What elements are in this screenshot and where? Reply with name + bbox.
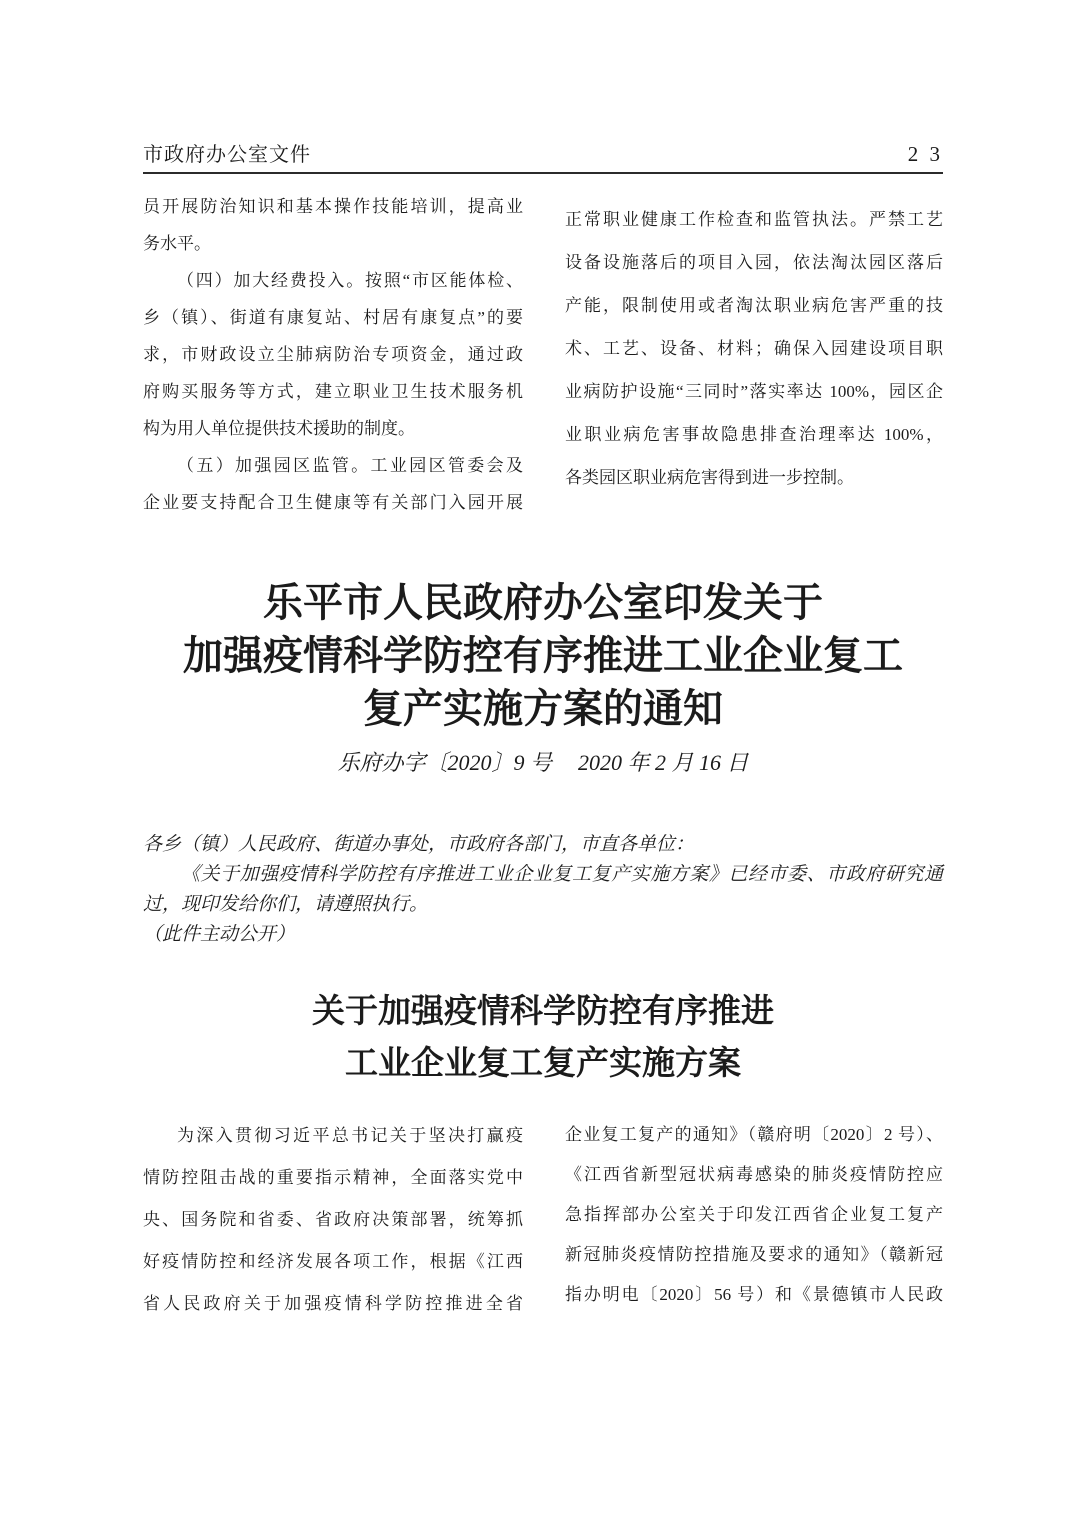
text-line: 府购买服务等方式，建立职业卫生技术服务机 — [143, 382, 523, 401]
header-doc-type: 市政府办公室文件 — [143, 144, 311, 166]
page-number: 2 3 — [907, 142, 943, 166]
text-line: 省人民政府关于加强疫情科学防控推进全省 — [143, 1294, 523, 1313]
plan-heading — [143, 985, 943, 1089]
text-line: 为深入贯彻习近平总书记关于坚决打赢疫 — [177, 1126, 523, 1145]
top-right-column — [565, 188, 943, 521]
text-line: 复产实施方案的通知 — [363, 686, 723, 731]
top-left-column — [143, 188, 523, 521]
text-line: 情防控阻击战的重要指示精神，全面落实党中 — [143, 1168, 523, 1187]
text-line: 业病防护设施“三同时”落实率达 100%，园区企 — [565, 382, 943, 401]
text-line: 各类园区职业病危害得到进一步控制。 — [565, 468, 854, 487]
text-line: 员开展防治知识和基本操作技能培训，提高业 — [143, 197, 523, 216]
text-line: 企业复工复产的通知》（赣府明〔2020〕2 号）、 — [565, 1125, 943, 1144]
text-line: 关于加强疫情科学防控有序推进 — [312, 992, 774, 1029]
page-header — [143, 138, 943, 174]
text-line: （此件主动公开） — [143, 924, 296, 945]
doc-number: 乐府办字〔2020〕9 号 — [337, 750, 552, 775]
text-line: 企业要支持配合卫生健康等有关部门入园开展 — [143, 493, 523, 512]
text-line: 《关于加强疫情科学防控有序推进工业企业复工复产实施方案》已经市委、市政府研究通 — [181, 864, 943, 885]
top-two-column-section — [143, 188, 943, 521]
doc-number-line — [143, 746, 943, 777]
text-line: 乡（镇）、街道有康复站、村居有康复点”的要 — [143, 308, 523, 327]
text-line: 指办明电〔2020〕56 号）和《景德镇市人民政 — [565, 1285, 943, 1304]
salutation-block — [143, 830, 943, 950]
text-line: 过，现印发给你们，请遵照执行。 — [143, 894, 429, 915]
text-line: 务水平。 — [143, 234, 211, 253]
text-line: 求，市财政设立尘肺病防治专项资金，通过政 — [143, 345, 523, 364]
text-line: 各乡（镇）人民政府、街道办事处，市政府各部门，市直各单位： — [143, 834, 695, 855]
text-line: 好疫情防控和经济发展各项工作，根据《江西 — [143, 1252, 523, 1271]
plan-two-column-section — [143, 1115, 943, 1325]
doc-date: 2020 年 2 月 16 日 — [578, 750, 749, 775]
text-line: 新冠肺炎疫情防控措施及要求的通知》（赣新冠 — [565, 1245, 943, 1264]
text-line: （五）加强园区监管。工业园区管委会及 — [177, 456, 523, 475]
text-line: 产能，限制使用或者淘汰职业病危害严重的技 — [565, 296, 943, 315]
plan-left-column — [143, 1115, 523, 1325]
text-line: 乐平市人民政府办公室印发关于 — [263, 580, 823, 625]
text-line: 设备设施落后的项目入园，依法淘汰园区落后 — [565, 253, 943, 272]
notice-title — [143, 576, 943, 735]
text-line: 工业企业复工复产实施方案 — [345, 1044, 741, 1081]
plan-right-column — [565, 1115, 943, 1325]
text-line: 构为用人单位提供技术援助的制度。 — [143, 419, 415, 438]
text-line: 术、工艺、设备、材料；确保入园建设项目职 — [565, 339, 943, 358]
text-line: 《江西省新型冠状病毒感染的肺炎疫情防控应 — [565, 1165, 943, 1184]
text-line: 业职业病危害事故隐患排查治理率达 100%， — [565, 425, 943, 444]
text-line: 急指挥部办公室关于印发江西省企业复工复产 — [565, 1205, 943, 1224]
text-line: 正常职业健康工作检查和监管执法。严禁工艺 — [565, 210, 943, 229]
text-line: 加强疫情科学防控有序推进工业企业复工 — [183, 633, 903, 678]
text-line: 央、国务院和省委、省政府决策部署，统筹抓 — [143, 1210, 523, 1229]
text-line: （四）加大经费投入。按照“市区能体检、 — [177, 271, 523, 290]
